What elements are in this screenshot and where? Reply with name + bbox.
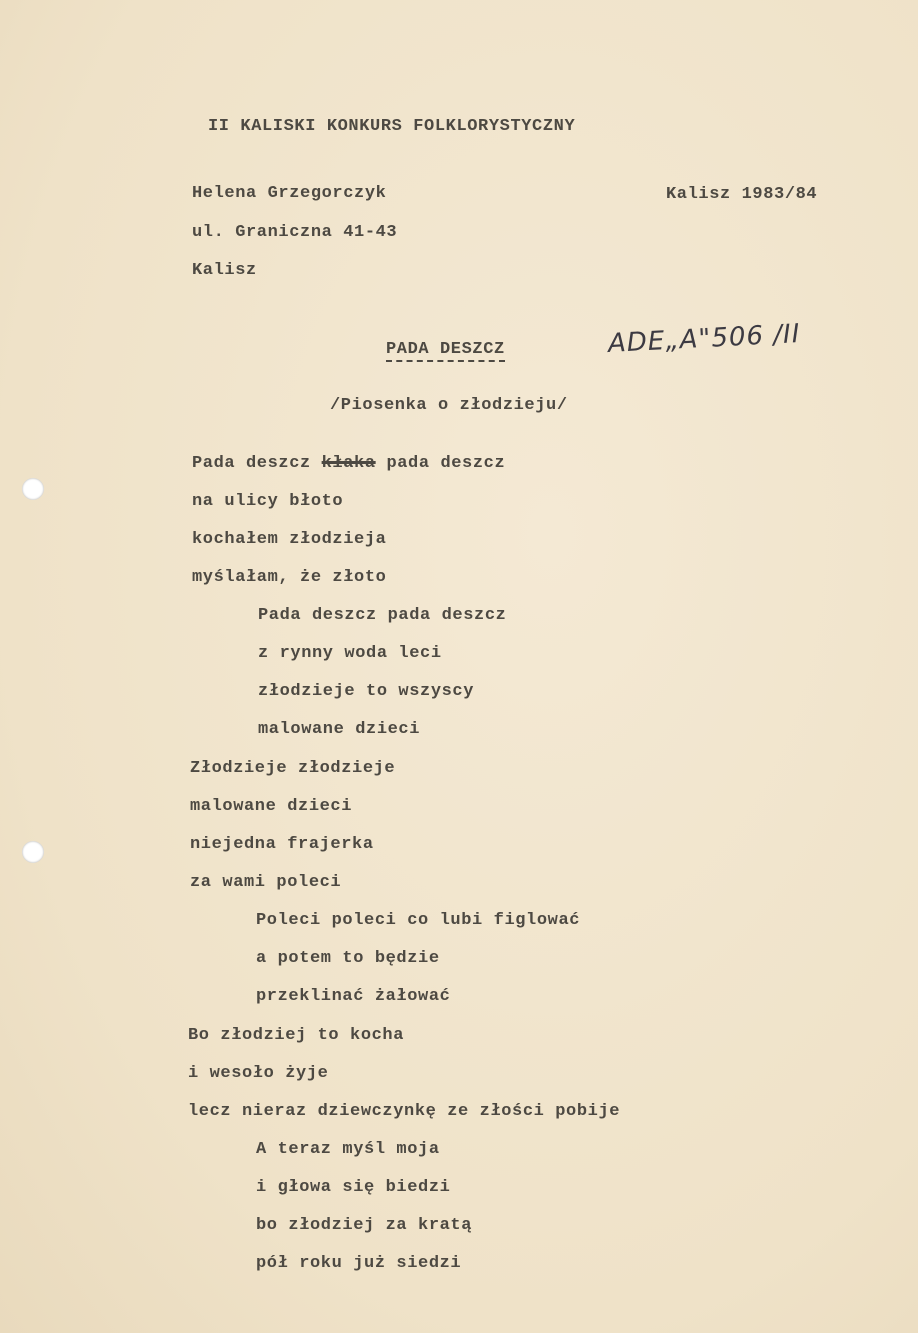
poem-line: Pada deszcz pada deszcz	[258, 606, 507, 625]
song-title: PADA DESZCZ	[386, 340, 505, 362]
poem-line: a potem to będzie	[256, 949, 440, 968]
poem-line: i głowa się biedzi	[256, 1178, 451, 1197]
place-date: Kalisz 1983/84	[666, 185, 818, 204]
poem-line: Złodzieje złodzieje	[190, 759, 396, 778]
poem-line: lecz nieraz dziewczynkę ze złości pobije	[188, 1102, 621, 1121]
poem-line: malowane dzieci	[190, 797, 353, 816]
poem-line: niejedna frajerka	[190, 835, 374, 854]
song-subtitle: /Piosenka o złodzieju/	[330, 396, 568, 415]
struck-word: kłaka	[321, 454, 376, 473]
poem-line: Bo złodziej to kocha	[188, 1026, 405, 1045]
archive-signature: ADE„A"506 /II	[607, 318, 802, 360]
poem-line-1-end: pada deszcz	[375, 454, 506, 473]
poem-line: malowane dzieci	[258, 720, 421, 739]
poem-line: Poleci poleci co lubi figlować	[256, 911, 581, 930]
poem-line: za wami poleci	[190, 873, 342, 892]
poem-line: złodzieje to wszyscy	[258, 682, 475, 701]
poem-line-1-start: Pada deszcz	[192, 454, 322, 473]
poem-line: pół roku już siedzi	[256, 1254, 462, 1273]
punch-hole-bottom	[22, 841, 44, 863]
author-street: ul. Graniczna 41-43	[192, 223, 398, 242]
poem-line: z rynny woda leci	[258, 644, 442, 663]
contest-title: II KALISKI KONKURS FOLKLORYSTYCZNY	[208, 117, 576, 136]
poem-line: na ulicy błoto	[192, 492, 344, 511]
poem-line: i wesoło żyje	[188, 1064, 329, 1083]
poem-line: przeklinać żałować	[256, 987, 451, 1006]
poem-line: myślałam, że złoto	[192, 568, 387, 587]
author-name: Helena Grzegorczyk	[192, 184, 387, 203]
poem-line-1	[192, 454, 505, 473]
poem-line: bo złodziej za kratą	[256, 1216, 473, 1235]
author-city: Kalisz	[192, 261, 257, 280]
poem-line: kochałem złodzieja	[192, 530, 387, 549]
poem-line: A teraz myśl moja	[256, 1140, 440, 1159]
punch-hole-top	[22, 478, 44, 500]
